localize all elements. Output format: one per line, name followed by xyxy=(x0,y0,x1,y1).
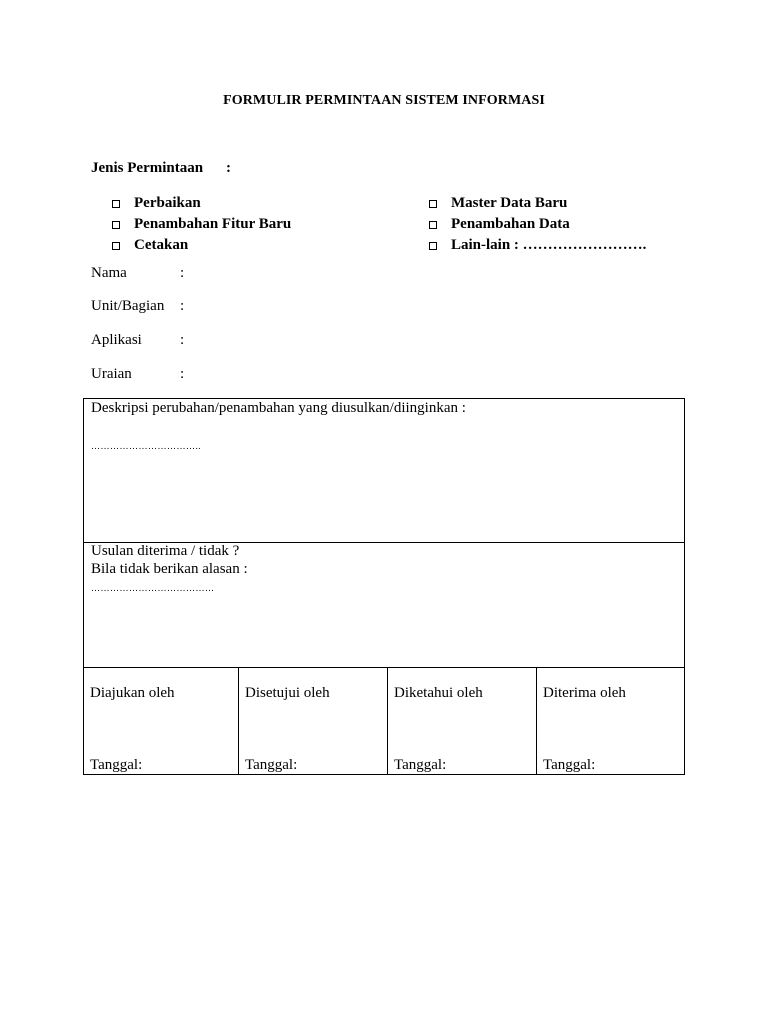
field-colon: : xyxy=(180,366,185,382)
signature-row xyxy=(84,668,684,774)
signature-cell-disetujui[interactable] xyxy=(238,668,387,774)
field-label: Nama xyxy=(91,265,127,281)
option-lain-lain[interactable] xyxy=(429,237,646,254)
signature-cell-diterima[interactable] xyxy=(536,668,684,774)
option-label: Penambahan Data xyxy=(451,216,570,232)
option-penambahan-fitur-baru[interactable] xyxy=(112,216,291,233)
field-colon: : xyxy=(180,298,185,314)
field-unit-bagian xyxy=(91,298,185,315)
option-label: Master Data Baru xyxy=(451,195,568,211)
option-penambahan-data[interactable] xyxy=(429,216,570,233)
field-colon: : xyxy=(180,332,185,348)
option-label: Perbaikan xyxy=(134,195,201,211)
signature-cell-diketahui[interactable] xyxy=(387,668,536,774)
field-colon: : xyxy=(180,265,185,281)
option-label: Lain-lain : ……………………. xyxy=(451,237,647,253)
proposal-dots: ………………………………… xyxy=(91,583,215,593)
field-label: Aplikasi xyxy=(91,332,142,348)
signature-date: Tanggal: xyxy=(245,757,298,773)
checkbox[interactable] xyxy=(112,242,120,250)
option-perbaikan[interactable] xyxy=(112,195,201,212)
option-label: Penambahan Fitur Baru xyxy=(134,216,292,232)
signature-date: Tanggal: xyxy=(90,757,143,773)
field-label: Uraian xyxy=(91,366,132,382)
proposal-reason-label: Bila tidak berikan alasan : xyxy=(91,561,248,577)
proposal-section[interactable] xyxy=(84,543,684,668)
description-section[interactable] xyxy=(84,399,684,543)
signature-label: Diajukan oleh xyxy=(90,685,175,701)
option-label: Cetakan xyxy=(134,237,189,253)
signature-date: Tanggal: xyxy=(543,757,596,773)
signature-date: Tanggal: xyxy=(394,757,447,773)
description-dots: …………………………….. xyxy=(91,441,201,451)
description-label: Deskripsi perubahan/penambahan yang diusulkan/diinginkan : xyxy=(91,400,466,416)
field-uraian xyxy=(91,366,185,383)
checkbox[interactable] xyxy=(112,200,120,208)
checkbox[interactable] xyxy=(429,242,437,250)
field-nama xyxy=(91,265,185,282)
checkbox[interactable] xyxy=(429,221,437,229)
form-table xyxy=(83,398,685,775)
request-type-colon: : xyxy=(226,160,231,176)
signature-label: Diketahui oleh xyxy=(394,685,483,701)
proposal-question: Usulan diterima / tidak ? xyxy=(91,543,240,559)
option-master-data-baru[interactable] xyxy=(429,195,567,212)
request-type-heading xyxy=(91,160,231,177)
field-aplikasi xyxy=(91,332,185,349)
signature-label: Diterima oleh xyxy=(543,685,626,701)
signature-label: Disetujui oleh xyxy=(245,685,330,701)
field-label: Unit/Bagian xyxy=(91,298,165,314)
option-cetakan[interactable] xyxy=(112,237,188,254)
form-title: FORMULIR PERMINTAAN SISTEM INFORMASI xyxy=(223,93,545,108)
request-type-label: Jenis Permintaan xyxy=(91,160,204,176)
signature-cell-diajukan[interactable] xyxy=(84,668,238,774)
checkbox[interactable] xyxy=(112,221,120,229)
checkbox[interactable] xyxy=(429,200,437,208)
